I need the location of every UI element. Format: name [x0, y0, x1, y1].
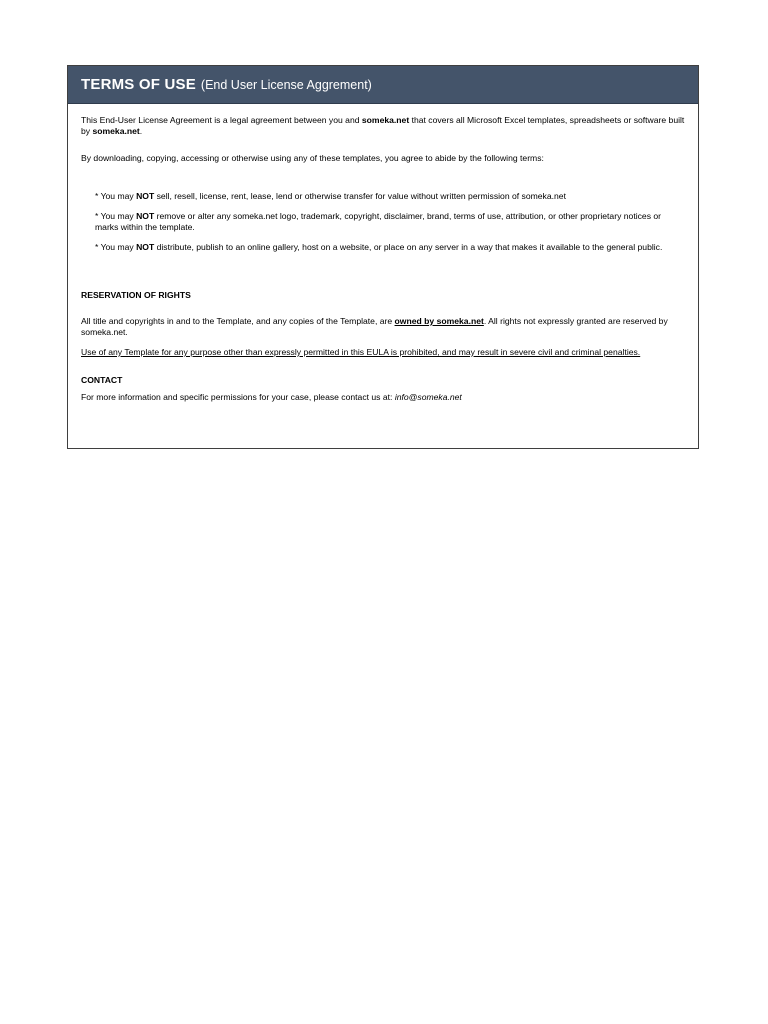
rights-heading: RESERVATION OF RIGHTS — [81, 289, 191, 300]
intro-text-2: that covers all Microsoft Excel templates, spreadsheets or software built by — [81, 115, 685, 136]
brand-name: someka.net — [361, 115, 410, 125]
contact-heading: CONTACT — [81, 374, 123, 385]
ownership-statement: owned by someka.net — [394, 316, 484, 326]
term-item — [95, 191, 685, 202]
rights-text-1: All title and copyrights in and to the Template, and any copies of the Template, are — [81, 316, 395, 326]
term-text: distribute, publish to an online gallery, host on a website, or place on any server in a way that makes it available to the general public. — [154, 242, 663, 252]
term-emphasis: NOT — [136, 211, 155, 221]
terms-of-use-panel — [67, 65, 699, 449]
rights-warning: Use of any Template for any purpose other than expressly permitted in this EULA is prohibited, and may result in severe civil and criminal penalties. — [81, 347, 641, 357]
term-emphasis: NOT — [136, 190, 155, 201]
contact-email: info@someka.net — [394, 392, 462, 402]
panel-content — [68, 104, 698, 403]
rights-paragraph — [81, 316, 685, 337]
intro-text-1: This End-User License Agreement is a legal agreement between you and — [81, 115, 362, 125]
section-spacer — [81, 263, 685, 290]
brand-name: someka.net — [92, 125, 140, 136]
page-subtitle: (End User License Aggrement) — [200, 77, 372, 92]
term-prefix: * You may — [95, 211, 137, 221]
term-emphasis: NOT — [136, 242, 155, 252]
contact-text: For more information and specific permissions for your case, please contact us at: — [81, 392, 395, 402]
intro-paragraph — [81, 115, 685, 136]
contact-paragraph — [81, 392, 685, 403]
page-title: TERMS OF USE — [81, 76, 196, 93]
panel-header — [68, 66, 698, 104]
term-text: remove or alter any someka.net logo, trademark, copyright, disclaimer, brand, terms of use, attribution, or other proprietary notices or marks within the template. — [95, 211, 662, 232]
term-item — [95, 211, 685, 232]
term-prefix: * You may — [95, 242, 137, 252]
term-prefix: * You may — [95, 190, 137, 201]
rights-text-2: . All rights not expressly granted are reserved by someka.net. — [81, 316, 668, 337]
agreement-paragraph: By downloading, copying, accessing or otherwise using any of these templates, you agree to abide by the following terms: — [81, 153, 544, 163]
intro-text-3: . — [139, 125, 143, 136]
term-item — [95, 242, 685, 253]
term-text: sell, resell, license, rent, lease, lend or otherwise transfer for value without written permission of someka.net — [154, 190, 566, 201]
